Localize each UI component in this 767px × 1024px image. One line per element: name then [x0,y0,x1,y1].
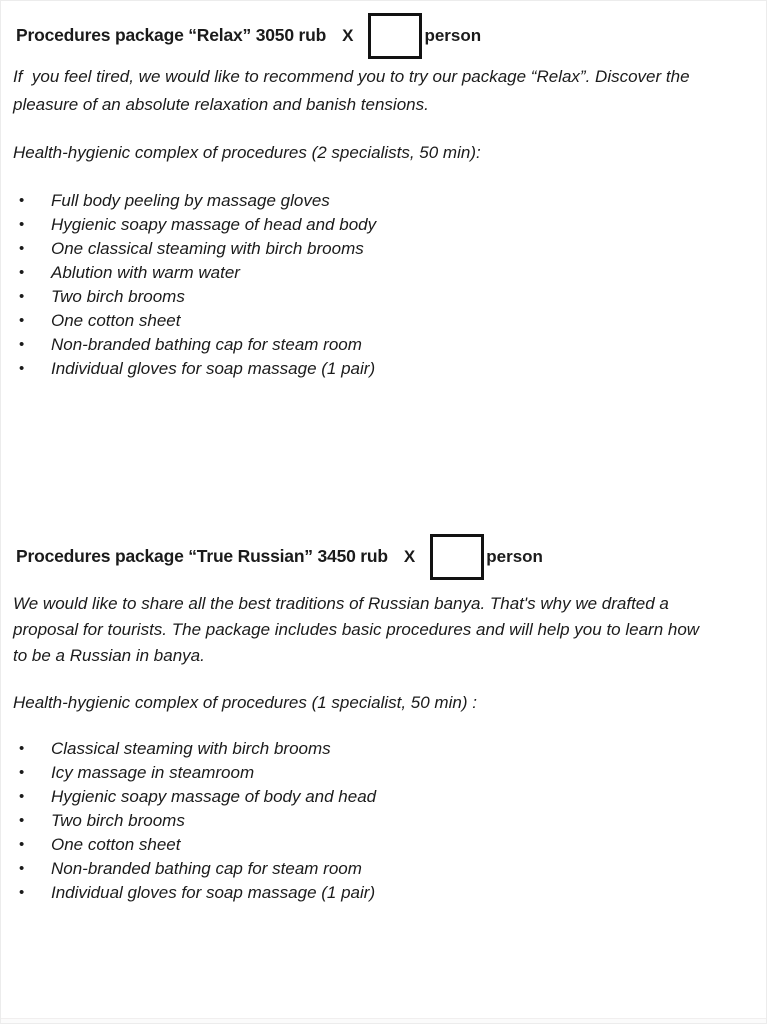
list-item-text: Icy massage in steamroom [51,763,255,782]
bullet-icon: • [19,216,25,233]
list-item [19,857,376,881]
person-count-box[interactable] [430,534,484,580]
bullet-icon: • [19,264,25,281]
list-item [19,261,376,285]
bullet-icon: • [19,192,25,209]
person-label: person [424,25,482,45]
bullet-icon: • [19,336,25,353]
multiply-x: X [342,25,354,45]
list-item-text: Hygienic soapy massage of head and body [51,215,377,234]
complex-heading: Health-hygienic complex of procedures (1 specialist, 50 min) : [13,693,477,712]
list-item [19,213,376,237]
list-item [19,237,376,261]
list-item-text: One classical steaming with birch brooms [51,239,364,258]
page-bottom-edge [1,1018,766,1024]
person-label: person [486,546,543,566]
bullet-icon: • [19,764,25,781]
bullet-icon: • [19,240,25,257]
procedures-list [19,737,376,905]
list-item [19,785,376,809]
bullet-icon: • [19,360,25,377]
list-item [19,309,376,333]
list-item-text: Non-branded bathing cap for steam room [51,859,362,878]
bullet-icon: • [19,860,25,877]
list-item [19,809,376,833]
bullet-icon: • [19,788,25,805]
list-item-text: Individual gloves for soap massage (1 pair) [51,883,376,902]
list-item-text: Classical steaming with birch brooms [51,739,331,758]
list-item-text: Two birch brooms [51,811,185,830]
list-item [19,881,376,905]
list-item-text: Non-branded bathing cap for steam room [51,335,362,354]
bullet-icon: • [19,312,25,329]
list-item [19,833,376,857]
complex-heading: Health-hygienic complex of procedures (2 specialists, 50 min): [13,143,481,162]
multiply-x: X [403,546,416,566]
package-2-header [16,533,543,580]
bullet-icon: • [19,836,25,853]
list-item-text: Ablution with warm water [51,263,240,282]
package-title: Procedures package “Relax” 3050 rub [16,25,327,45]
list-item [19,761,376,785]
bullet-icon: • [19,884,25,901]
person-count-box[interactable] [368,13,422,59]
list-item [19,737,376,761]
list-item-text: Hygienic soapy massage of body and head [51,787,377,806]
list-item [19,357,376,381]
package-1-header [16,12,481,59]
list-item-text: One cotton sheet [51,311,181,330]
list-item-text: Two birch brooms [51,287,185,306]
list-item [19,285,376,309]
procedures-list [19,189,376,381]
list-item-text: Individual gloves for soap massage (1 pair) [51,359,376,378]
package-title: Procedures package “True Russian” 3450 rub [16,546,388,566]
bullet-icon: • [19,812,25,829]
list-item-text: One cotton sheet [51,835,181,854]
list-item-text: Full body peeling by massage gloves [51,191,330,210]
list-item [19,333,376,357]
bullet-icon: • [19,288,25,305]
package-description: We would like to share all the best traditions of Russian banya. That's why we drafted a proposal for tourists. The package includes basic procedures and will help you to learn how to be a Russian in banya. [13,594,704,665]
bullet-icon: • [19,740,25,757]
package-description: If you feel tired, we would like to recommend you to try our package “Relax”. Discover the pleasure of an absolute relaxation and banish tensions. [13,67,695,114]
list-item [19,189,376,213]
